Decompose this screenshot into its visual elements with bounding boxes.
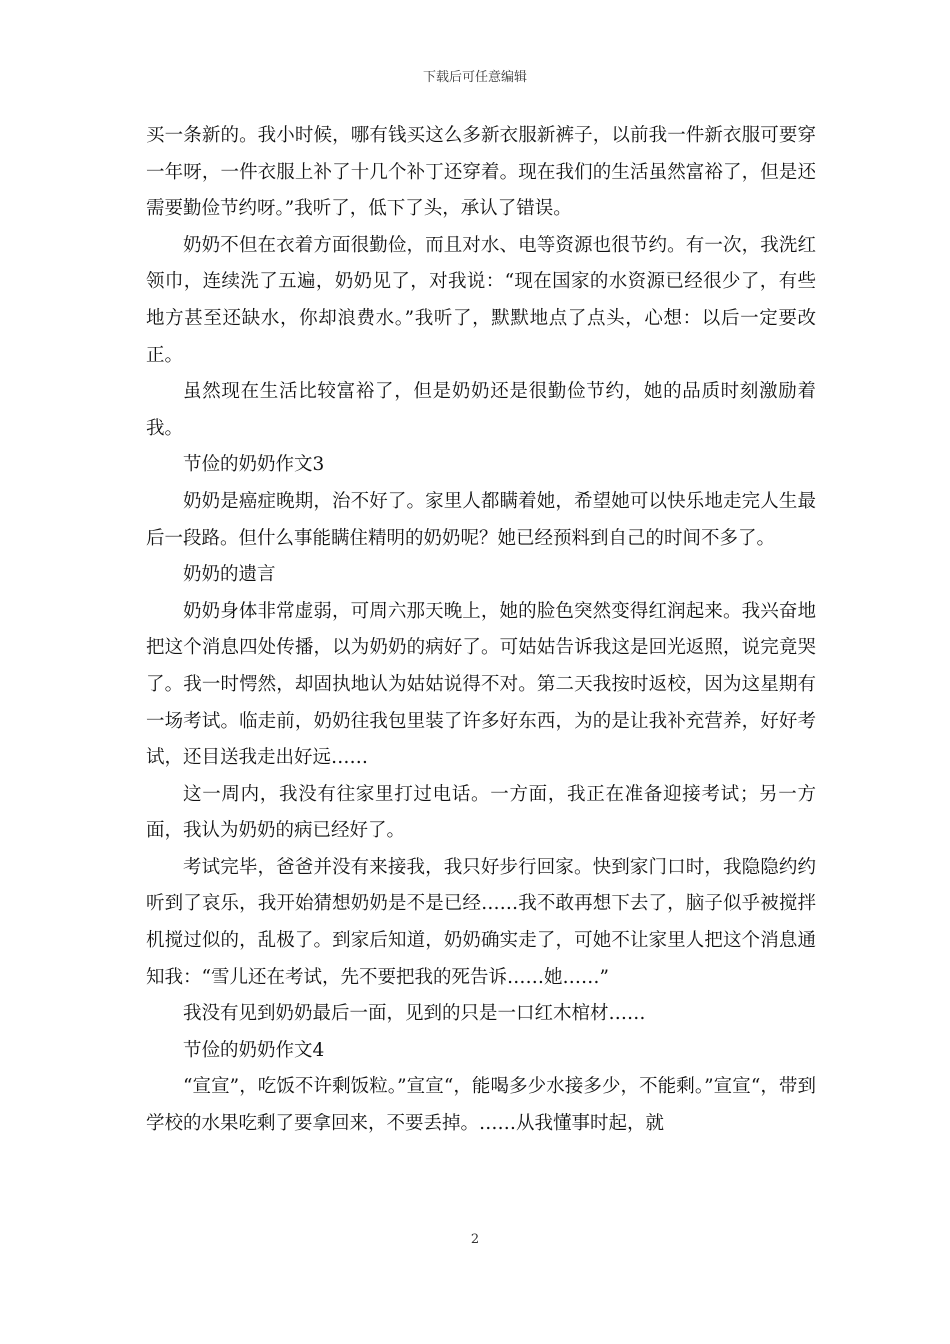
section-heading: 节俭的奶奶作文4: [183, 1039, 325, 1061]
page-number: 2: [470, 1232, 480, 1247]
paragraph: 虽然现在生活比较富裕了，但是奶奶还是很勤俭节约，她的品质时刻激励着我。: [146, 381, 816, 439]
document-body: [146, 118, 816, 1143]
paragraph: 我没有见到奶奶最后一面，见到的只是一口红木棺材……: [183, 1003, 646, 1025]
paragraph: 考试完毕，爸爸并没有来接我，我只好步行回家。快到家门口时，我隐隐约约听到了哀乐，我开始猜想奶奶是不是已经……我不敢再想下去了，脑子似乎被搅拌机搅过似的，乱极了。到家后知道，奶奶确实走了，可她不让家里人把这个消息通知我：“雪儿还在考试，先不要把我的死告诉……她……”: [146, 856, 816, 988]
paragraph: 奶奶是癌症晚期，治不好了。家里人都瞒着她，希望她可以快乐地走完人生最后一段路。但什么事能瞒住精明的奶奶呢？她已经预料到自己的时间不多了。: [146, 490, 816, 549]
paragraph: 奶奶身体非常虚弱，可周六那天晚上，她的脸色突然变得红润起来。我兴奋地把这个消息四处传播，以为奶奶的病好了。可姑姑告诉我这是回光返照，说完竟哭了。我一时愕然，却固执地认为姑姑说得不对。第二天我按时返校，因为这星期有一场考试。临走前，奶奶往我包里装了许多好东西，为的是让我补充营养，好好考试，还目送我走出好远……: [146, 600, 816, 769]
paragraph: 这一周内，我没有往家里打过电话。一方面，我正在准备迎接考试；另一方面，我认为奶奶的病已经好了。: [146, 783, 816, 842]
section-subtitle: 奶奶的遗言: [183, 564, 276, 586]
page-header: 下载后可任意编辑: [422, 70, 527, 85]
section-heading: 节俭的奶奶作文3: [183, 454, 325, 476]
paragraph: 奶奶不但在衣着方面很勤俭，而且对水、电等资源也很节约。有一次，我洗红领巾，连续洗了五遍，奶奶见了，对我说：“现在国家的水资源已经很少了，有些地方甚至还缺水，你却浪费水。”我听了，默默地点了点头，心想：以后一定要改正。: [146, 234, 816, 366]
paragraph: “宣宣”，吃饭不许剩饭粒。”宣宣“，能喝多少水接多少，不能剩。”宣宣“，带到学校的水果吃剩了要拿回来，不要丢掉。……从我懂事时起，就: [146, 1076, 816, 1135]
paragraph: 买一条新的。我小时候，哪有钱买这么多新衣服新裤子，以前我一件新衣服可要穿一年呀，一件衣服上补了十几个补丁还穿着。现在我们的生活虽然富裕了，但是还需要勤俭节约呀。”我听了，低下了头，承认了错误。: [146, 125, 816, 220]
